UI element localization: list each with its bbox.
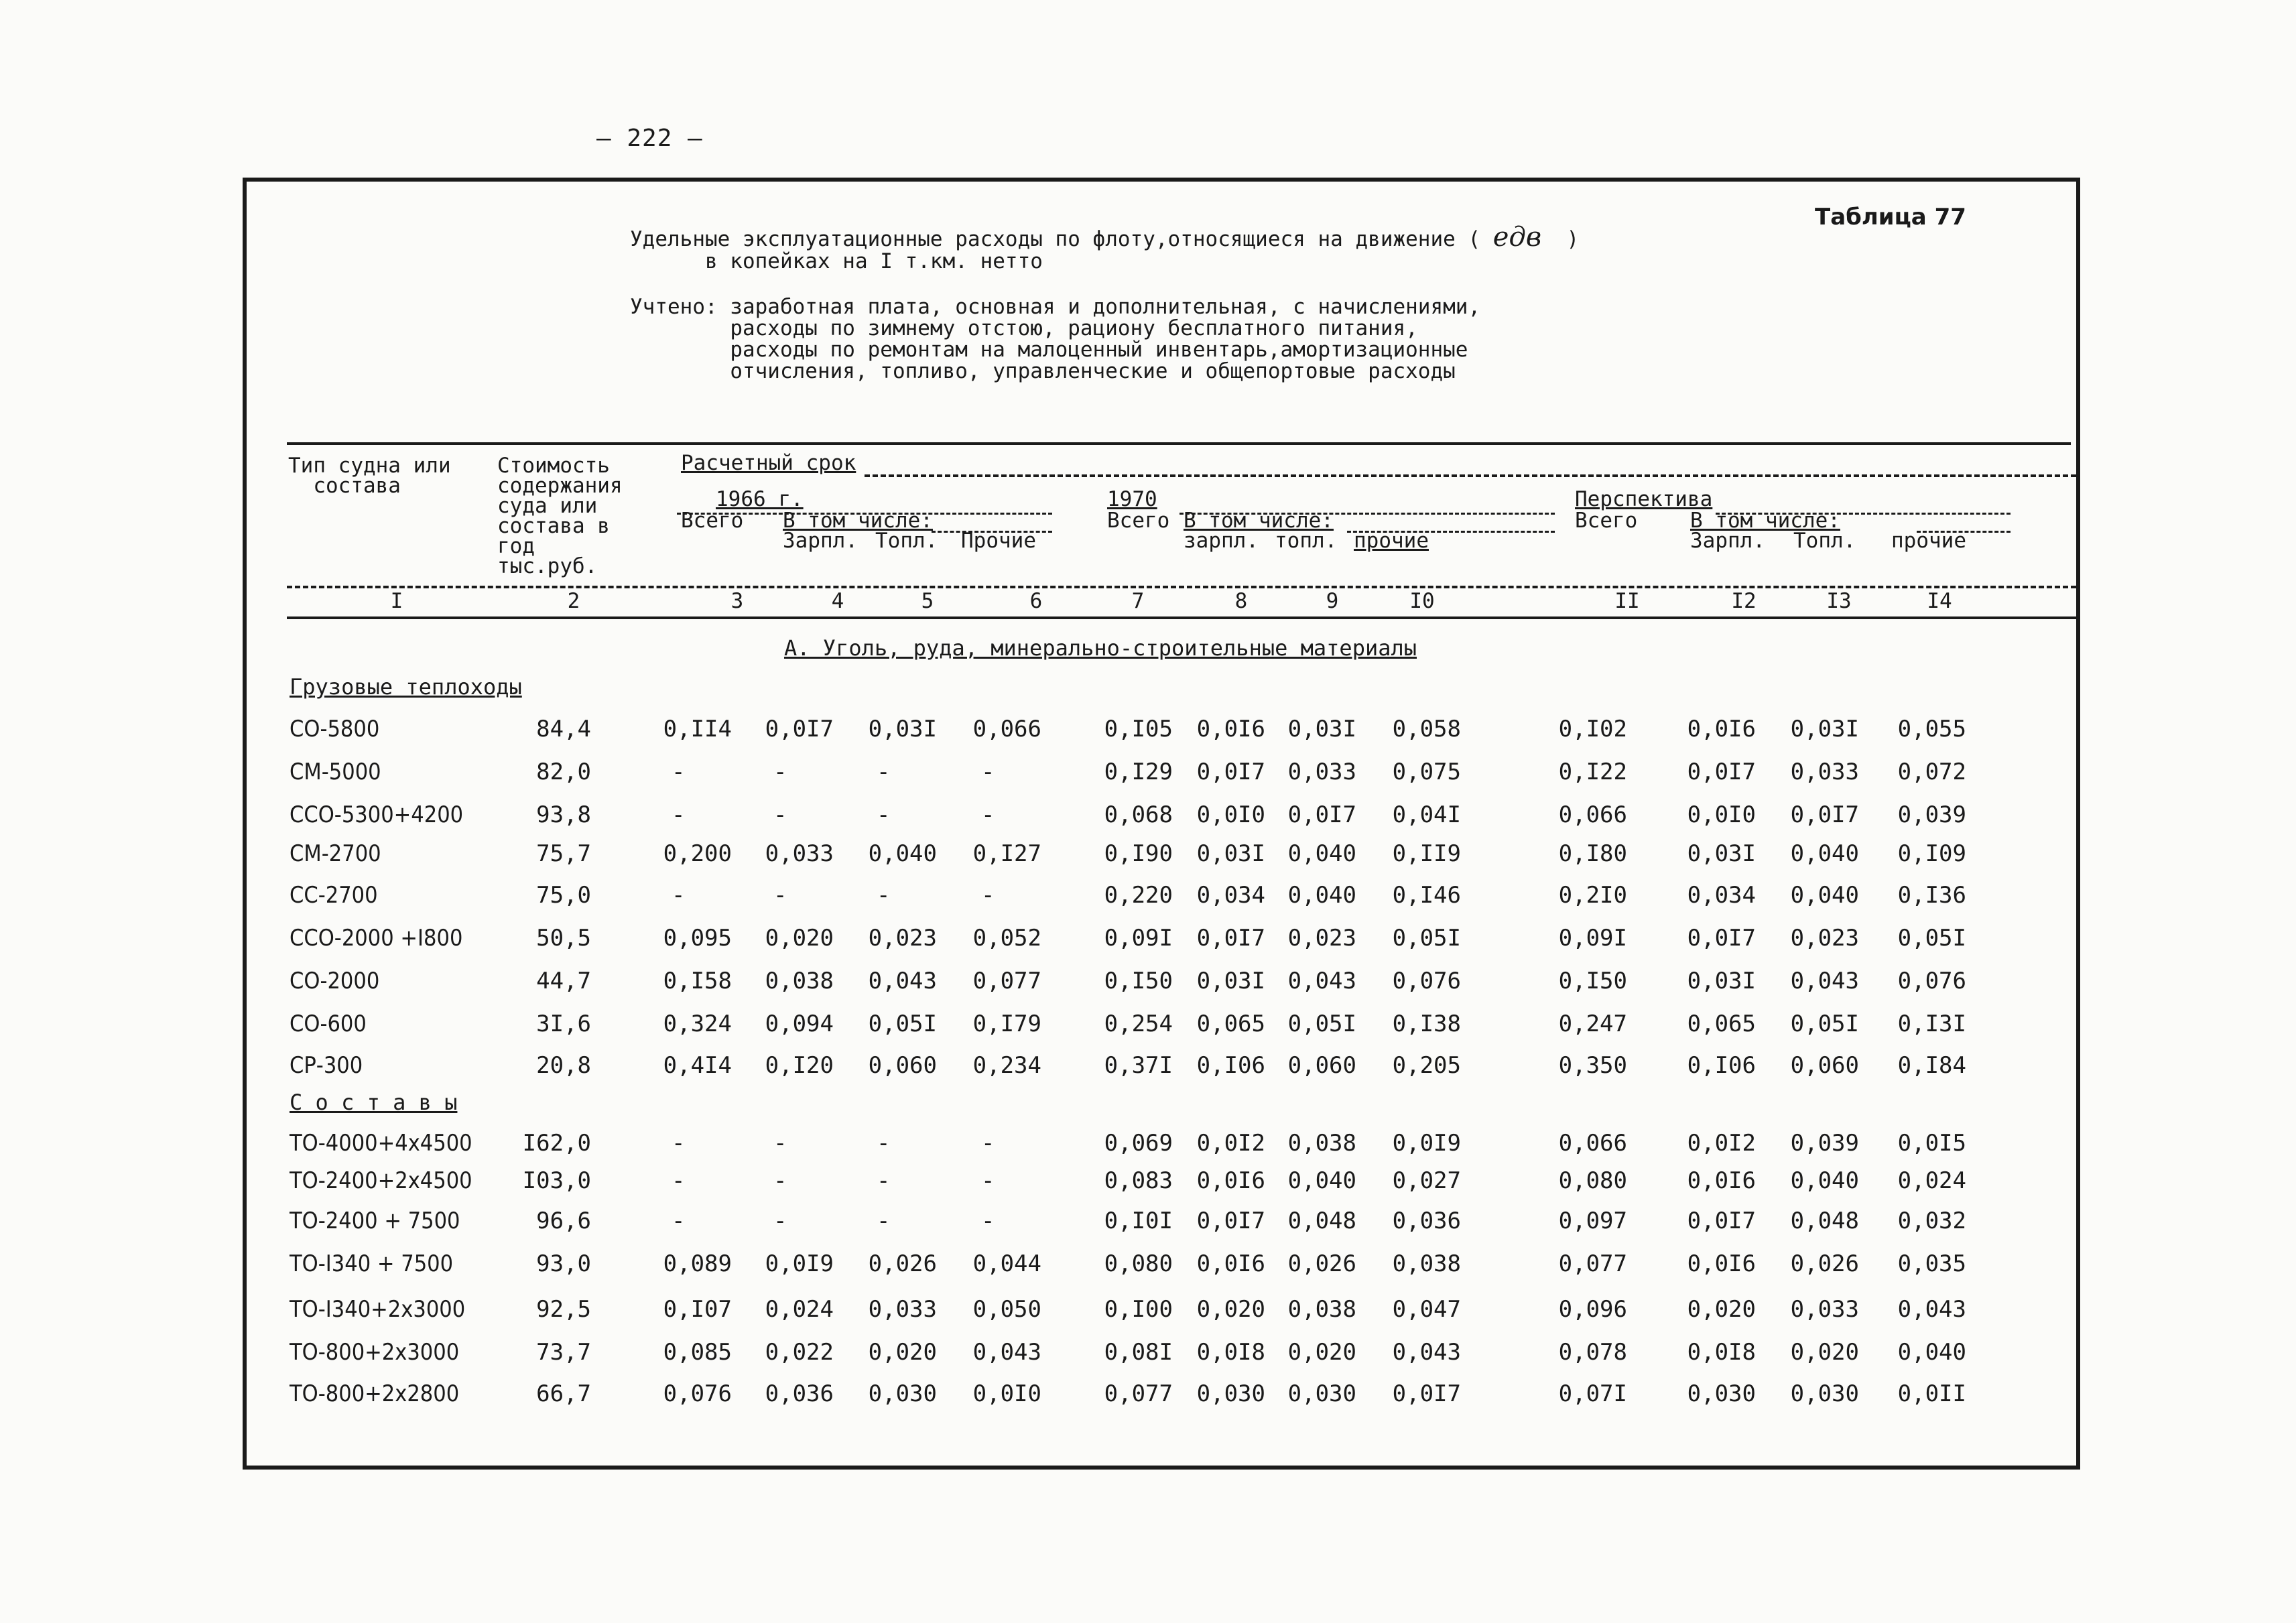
- header-bottom-dashed-rule: [287, 586, 2076, 588]
- row-name: ССО-5300+4200: [290, 801, 464, 828]
- page-number: – 222 –: [596, 125, 703, 152]
- row-name: СР-300: [290, 1052, 363, 1079]
- cell-value: 0,I3I: [1897, 1011, 1966, 1037]
- cell-value: 0,060: [868, 1052, 937, 1079]
- cell-value: 0,043: [1287, 968, 1356, 994]
- cell-value: 0,076: [1897, 968, 1966, 994]
- cell-value: 0,030: [1196, 1380, 1265, 1407]
- cell-value: 0,076: [1392, 968, 1461, 994]
- cell-cost: 44,7: [536, 968, 591, 994]
- cell-value: 0,0I7: [1196, 1208, 1265, 1234]
- group-sostavy-heading: С о с т а в ы: [290, 1090, 458, 1115]
- cell-value: 0,200: [663, 840, 732, 867]
- cell-value: 0,0I2: [1196, 1130, 1265, 1157]
- col-number-bottom-rule: [287, 616, 2076, 619]
- cell-cost: 96,6: [536, 1208, 591, 1234]
- group-cargo-heading: Грузовые теплоходы: [290, 674, 522, 700]
- cell-value: 0,220: [1104, 882, 1173, 909]
- cell-value: -: [877, 1167, 891, 1194]
- cell-value: 0,0I6: [1687, 1250, 1756, 1277]
- table-title: [630, 222, 1580, 273]
- cell-value: 0,I84: [1897, 1052, 1966, 1079]
- note-line2: расходы по зимнему отстою, рациону бесплатного питания,: [730, 316, 1418, 340]
- header-zarpl-1966: Зарпл.: [783, 529, 858, 553]
- column-number: 3: [730, 589, 744, 613]
- cell-value: 0,0I7: [1392, 1380, 1461, 1407]
- row-name: ССО-2000 +I800: [290, 925, 463, 952]
- cell-value: 0,040: [1790, 840, 1859, 867]
- header-zarpl-persp: Зарпл.: [1690, 529, 1765, 553]
- cell-value: 0,026: [1287, 1250, 1356, 1277]
- cell-value: 0,040: [1790, 1167, 1859, 1194]
- header-col2: Стоимость содержания суда или состава в год тыс.руб.: [497, 454, 623, 578]
- cell-value: 0,0I7: [1687, 1208, 1756, 1234]
- cell-value: 0,0I6: [1196, 1250, 1265, 1277]
- cell-value: 0,I50: [1104, 968, 1173, 994]
- row-name: СО-600: [290, 1011, 367, 1037]
- cell-value: 0,066: [1558, 1130, 1627, 1157]
- table-label: Таблица 77: [1815, 204, 1966, 231]
- cell-value: 0,040: [1287, 882, 1356, 909]
- cell-value: -: [773, 1167, 787, 1194]
- cell-value: 0,0I7: [765, 716, 834, 742]
- cell-value: 0,II9: [1392, 840, 1461, 867]
- note-line3: расходы по ремонтам на малоценный инвентарь,амортизационные: [730, 338, 1468, 362]
- cell-value: 0,05I: [1897, 925, 1966, 952]
- cell-value: -: [981, 1130, 995, 1157]
- cell-value: 0,023: [1790, 925, 1859, 952]
- cell-value: 0,247: [1558, 1011, 1627, 1037]
- cell-value: 0,048: [1790, 1208, 1859, 1234]
- cell-value: 0,077: [1558, 1250, 1627, 1277]
- row-name: ТО-800+2х3000: [290, 1339, 460, 1366]
- cell-value: -: [877, 1130, 891, 1157]
- cell-cost: 82,0: [536, 759, 591, 785]
- cell-value: 0,324: [663, 1011, 732, 1037]
- cell-value: 0,052: [972, 925, 1041, 952]
- cell-value: 0,075: [1392, 759, 1461, 785]
- cell-value: -: [773, 801, 787, 828]
- cell-cost: 75,0: [536, 882, 591, 909]
- cell-value: 0,05I: [1790, 1011, 1859, 1037]
- cell-value: 0,038: [765, 968, 834, 994]
- cell-value: 0,023: [868, 925, 937, 952]
- row-name: ТО-2400 + 7500: [290, 1208, 460, 1234]
- cell-value: 0,095: [663, 925, 732, 952]
- cell-value: 0,020: [765, 925, 834, 952]
- title-line2: в копейках на I т.км. нетто: [704, 249, 1043, 273]
- cell-cost: 75,7: [536, 840, 591, 867]
- cell-value: 0,043: [1897, 1296, 1966, 1323]
- cell-value: -: [773, 759, 787, 785]
- cell-value: 0,050: [972, 1296, 1041, 1323]
- header-topl-persp: Топл.: [1793, 529, 1856, 553]
- cell-value: 0,0I6: [1687, 716, 1756, 742]
- cell-value: 0,023: [1287, 925, 1356, 952]
- cell-value: 0,035: [1897, 1250, 1966, 1277]
- cell-value: 0,II4: [663, 716, 732, 742]
- cell-value: 0,03I: [1687, 968, 1756, 994]
- cell-value: 0,0I7: [1196, 925, 1265, 952]
- cell-value: 0,094: [765, 1011, 834, 1037]
- row-name: ТО-800+2х2800: [290, 1380, 460, 1407]
- cell-value: 0,038: [1392, 1250, 1461, 1277]
- cell-value: 0,0I7: [1287, 801, 1356, 828]
- cell-value: 0,04I: [1392, 801, 1461, 828]
- cell-value: 0,036: [1392, 1208, 1461, 1234]
- cell-value: 0,060: [1287, 1052, 1356, 1079]
- cell-value: 0,08I: [1104, 1339, 1173, 1366]
- cell-value: 0,039: [1790, 1130, 1859, 1157]
- cell-value: 0,085: [663, 1339, 732, 1366]
- cell-value: 0,0I7: [1687, 759, 1756, 785]
- cell-value: 0,I06: [1687, 1052, 1756, 1079]
- cell-value: 0,096: [1558, 1296, 1627, 1323]
- cell-value: 0,I0I: [1104, 1208, 1173, 1234]
- note-line1: Учтено: заработная плата, основная и дополнительная, с начислениями,: [630, 295, 1481, 319]
- cell-value: 0,055: [1897, 716, 1966, 742]
- header-top-rule: [287, 442, 2071, 445]
- cell-value: 0,039: [1897, 801, 1966, 828]
- section-a-heading: А. Уголь, руда, минерально-строительные материалы: [784, 635, 1417, 661]
- cell-value: -: [981, 1167, 995, 1194]
- cell-value: 0,033: [868, 1296, 937, 1323]
- cell-value: 0,0I6: [1687, 1167, 1756, 1194]
- cell-value: 0,033: [1790, 1296, 1859, 1323]
- cell-cost: 20,8: [536, 1052, 591, 1079]
- cell-value: -: [773, 1208, 787, 1234]
- cell-value: 0,I90: [1104, 840, 1173, 867]
- column-number: I3: [1826, 589, 1852, 613]
- cell-value: 0,0I6: [1196, 716, 1265, 742]
- cell-value: 0,065: [1196, 1011, 1265, 1037]
- cell-value: 0,I02: [1558, 716, 1627, 742]
- title-line1-post: ): [1566, 227, 1580, 251]
- cell-value: -: [877, 759, 891, 785]
- cell-value: 0,05I: [868, 1011, 937, 1037]
- column-number: 8: [1234, 589, 1248, 613]
- cell-value: -: [981, 759, 995, 785]
- cell-value: 0,0I9: [1392, 1130, 1461, 1157]
- cell-value: 0,032: [1897, 1208, 1966, 1234]
- cell-value: 0,040: [1790, 882, 1859, 909]
- header-prochie-1970: прочие: [1354, 529, 1429, 553]
- cell-cost: 92,5: [536, 1296, 591, 1323]
- header-col1: Тип судна или состава: [288, 454, 451, 498]
- cell-value: 0,03I: [1790, 716, 1859, 742]
- column-number: II: [1614, 589, 1640, 613]
- cell-value: 0,068: [1104, 801, 1173, 828]
- cell-value: 0,033: [765, 840, 834, 867]
- cell-value: 0,I05: [1104, 716, 1173, 742]
- cell-value: 0,078: [1558, 1339, 1627, 1366]
- cell-value: 0,03I: [1687, 840, 1756, 867]
- cell-value: 0,080: [1558, 1167, 1627, 1194]
- cell-value: 0,I58: [663, 968, 732, 994]
- cell-value: 0,I80: [1558, 840, 1627, 867]
- accounted-note: [630, 296, 1480, 382]
- header-prochie-persp: прочие: [1891, 529, 1966, 553]
- cell-value: 0,020: [1790, 1339, 1859, 1366]
- cell-value: 0,033: [1790, 759, 1859, 785]
- header-topl-1970: топл.: [1275, 529, 1338, 553]
- cell-value: 0,0I0: [1196, 801, 1265, 828]
- column-number: 5: [921, 589, 934, 613]
- cell-value: -: [672, 1130, 686, 1157]
- cell-value: 0,I36: [1897, 882, 1966, 909]
- cell-cost: 73,7: [536, 1339, 591, 1366]
- cell-value: 0,066: [1558, 801, 1627, 828]
- cell-value: 0,089: [663, 1250, 732, 1277]
- cell-value: 0,020: [1687, 1296, 1756, 1323]
- cell-value: -: [877, 882, 891, 909]
- cell-value: 0,034: [1687, 882, 1756, 909]
- cell-value: 0,040: [1287, 840, 1356, 867]
- cell-value: 0,05I: [1392, 925, 1461, 952]
- column-number: 7: [1131, 589, 1145, 613]
- header-perspective: Перспектива: [1575, 487, 1713, 511]
- cell-value: 0,038: [1287, 1130, 1356, 1157]
- cell-value: 0,0I7: [1687, 925, 1756, 952]
- cell-cost: I03,0: [522, 1167, 591, 1194]
- cell-value: 0,047: [1392, 1296, 1461, 1323]
- header-incl-persp: В том числе:: [1690, 509, 1840, 533]
- cell-value: 0,I50: [1558, 968, 1627, 994]
- cell-value: 0,350: [1558, 1052, 1627, 1079]
- row-name: СО-5800: [290, 716, 380, 742]
- cell-value: 0,043: [1392, 1339, 1461, 1366]
- cell-value: 0,07I: [1558, 1380, 1627, 1407]
- cell-value: 0,05I: [1287, 1011, 1356, 1037]
- row-name: СО-2000: [290, 968, 380, 994]
- cell-value: 0,0I7: [1196, 759, 1265, 785]
- column-number: I: [390, 589, 403, 613]
- cell-value: 0,026: [1790, 1250, 1859, 1277]
- header-prochie-1966: Прочие: [961, 529, 1036, 553]
- header-incl-1966: В том числе:: [783, 509, 933, 533]
- cell-value: 0,0I8: [1196, 1339, 1265, 1366]
- cell-value: 0,083: [1104, 1167, 1173, 1194]
- cell-value: 0,I79: [972, 1011, 1041, 1037]
- cell-value: 0,030: [1287, 1380, 1356, 1407]
- cell-value: -: [672, 801, 686, 828]
- cell-value: 0,I27: [972, 840, 1041, 867]
- header-1966: 1966 г.: [716, 487, 804, 511]
- cell-cost: I62,0: [522, 1130, 591, 1157]
- cell-value: 0,09I: [1104, 925, 1173, 952]
- cell-value: 0,234: [972, 1052, 1041, 1079]
- cell-value: 0,043: [868, 968, 937, 994]
- cell-value: 0,I46: [1392, 882, 1461, 909]
- cell-value: 0,069: [1104, 1130, 1173, 1157]
- header-total-persp: Всего: [1575, 509, 1638, 533]
- row-name: ТО-2400+2х4500: [290, 1167, 472, 1194]
- cell-value: -: [981, 1208, 995, 1234]
- cell-value: 0,040: [1897, 1339, 1966, 1366]
- cell-value: -: [773, 882, 787, 909]
- cell-value: 0,I00: [1104, 1296, 1173, 1323]
- cell-value: 0,077: [1104, 1380, 1173, 1407]
- cell-value: 0,043: [1790, 968, 1859, 994]
- cell-value: 0,026: [868, 1250, 937, 1277]
- column-number: 6: [1029, 589, 1043, 613]
- cell-value: 0,030: [1790, 1380, 1859, 1407]
- cell-value: 0,254: [1104, 1011, 1173, 1037]
- row-name: СС-2700: [290, 882, 378, 909]
- header-topl-1966: Топл.: [875, 529, 938, 553]
- cell-value: 0,I38: [1392, 1011, 1461, 1037]
- cell-value: 0,030: [868, 1380, 937, 1407]
- cell-value: 0,09I: [1558, 925, 1627, 952]
- cell-value: 0,030: [1687, 1380, 1756, 1407]
- cell-value: 0,043: [972, 1339, 1041, 1366]
- cell-value: 0,03I: [868, 716, 937, 742]
- cell-value: 0,060: [1790, 1052, 1859, 1079]
- title-line1-pre: Удельные эксплуатационные расходы по флоту,относящиеся на движение (: [630, 227, 1481, 251]
- cell-value: -: [877, 1208, 891, 1234]
- row-name: ТО-I340 + 7500: [290, 1250, 454, 1277]
- cell-value: 0,020: [868, 1339, 937, 1366]
- note-line4: отчисления, топливо, управленческие и общепортовые расходы: [730, 359, 1456, 383]
- cell-value: 0,077: [972, 968, 1041, 994]
- header-dashed-rule-1: [865, 474, 2076, 477]
- cell-value: -: [672, 1208, 686, 1234]
- header-1970: 1970: [1107, 487, 1157, 511]
- column-number: 2: [567, 589, 580, 613]
- cell-value: 0,044: [972, 1250, 1041, 1277]
- cell-value: 0,0I2: [1687, 1130, 1756, 1157]
- cell-value: 0,0I6: [1196, 1167, 1265, 1194]
- header-total-1966: Всего: [681, 509, 744, 533]
- cell-value: -: [981, 882, 995, 909]
- cell-value: 0,0I7: [1790, 801, 1859, 828]
- cell-value: 0,020: [1287, 1339, 1356, 1366]
- cell-cost: 50,5: [536, 925, 591, 952]
- cell-cost: 93,8: [536, 801, 591, 828]
- cell-value: 0,205: [1392, 1052, 1461, 1079]
- cell-value: 0,0I9: [765, 1250, 834, 1277]
- cell-value: 0,0II: [1897, 1380, 1966, 1407]
- cell-value: -: [981, 801, 995, 828]
- cell-value: 0,I20: [765, 1052, 834, 1079]
- cell-value: 0,036: [765, 1380, 834, 1407]
- cell-value: 0,0I0: [972, 1380, 1041, 1407]
- cell-value: 0,022: [765, 1339, 834, 1366]
- header-calc-term: Расчетный срок: [681, 451, 856, 475]
- cell-value: 0,065: [1687, 1011, 1756, 1037]
- cell-value: 0,I29: [1104, 759, 1173, 785]
- row-name: ТО-I340+2х3000: [290, 1296, 466, 1323]
- cell-value: 0,048: [1287, 1208, 1356, 1234]
- cell-value: 0,040: [1287, 1167, 1356, 1194]
- cell-value: 0,03I: [1196, 840, 1265, 867]
- cell-value: -: [672, 759, 686, 785]
- cell-value: 0,080: [1104, 1250, 1173, 1277]
- column-number: I4: [1927, 589, 1952, 613]
- header-incl-1970: В том числе:: [1184, 509, 1334, 533]
- cell-value: -: [773, 1130, 787, 1157]
- header-total-1970: Всего: [1107, 509, 1170, 533]
- cell-value: 0,097: [1558, 1208, 1627, 1234]
- cell-value: 0,034: [1196, 882, 1265, 909]
- cell-value: -: [672, 882, 686, 909]
- row-name: ТО-4000+4х4500: [290, 1130, 472, 1157]
- column-number: I0: [1409, 589, 1435, 613]
- cell-value: 0,072: [1897, 759, 1966, 785]
- cell-value: 0,024: [765, 1296, 834, 1323]
- cell-value: 0,033: [1287, 759, 1356, 785]
- cell-value: 0,2I0: [1558, 882, 1627, 909]
- cell-value: 0,038: [1287, 1296, 1356, 1323]
- cell-value: 0,076: [663, 1380, 732, 1407]
- cell-value: 0,0I8: [1687, 1339, 1756, 1366]
- cell-value: -: [877, 801, 891, 828]
- row-name: СМ-2700: [290, 840, 381, 867]
- cell-cost: 93,0: [536, 1250, 591, 1277]
- cell-value: 0,0I5: [1897, 1130, 1966, 1157]
- symbol-e: eдв: [1492, 222, 1542, 253]
- cell-value: 0,024: [1897, 1167, 1966, 1194]
- cell-value: 0,I22: [1558, 759, 1627, 785]
- cell-value: 0,I07: [663, 1296, 732, 1323]
- cell-value: 0,I06: [1196, 1052, 1265, 1079]
- cell-value: 0,4I4: [663, 1052, 732, 1079]
- column-number: I2: [1731, 589, 1757, 613]
- cell-value: 0,058: [1392, 716, 1461, 742]
- cell-cost: 84,4: [536, 716, 591, 742]
- cell-value: 0,37I: [1104, 1052, 1173, 1079]
- cell-value: 0,I09: [1897, 840, 1966, 867]
- cell-value: 0,03I: [1287, 716, 1356, 742]
- cell-cost: 66,7: [536, 1380, 591, 1407]
- cell-cost: 3I,6: [536, 1011, 591, 1037]
- column-number: 4: [831, 589, 844, 613]
- cell-value: 0,066: [972, 716, 1041, 742]
- cell-value: 0,0I0: [1687, 801, 1756, 828]
- header-zarpl-1970: зарпл.: [1184, 529, 1259, 553]
- cell-value: -: [672, 1167, 686, 1194]
- row-name: СМ-5000: [290, 759, 381, 785]
- cell-value: 0,020: [1196, 1296, 1265, 1323]
- column-number: 9: [1326, 589, 1339, 613]
- cell-value: 0,03I: [1196, 968, 1265, 994]
- cell-value: 0,040: [868, 840, 937, 867]
- cell-value: 0,027: [1392, 1167, 1461, 1194]
